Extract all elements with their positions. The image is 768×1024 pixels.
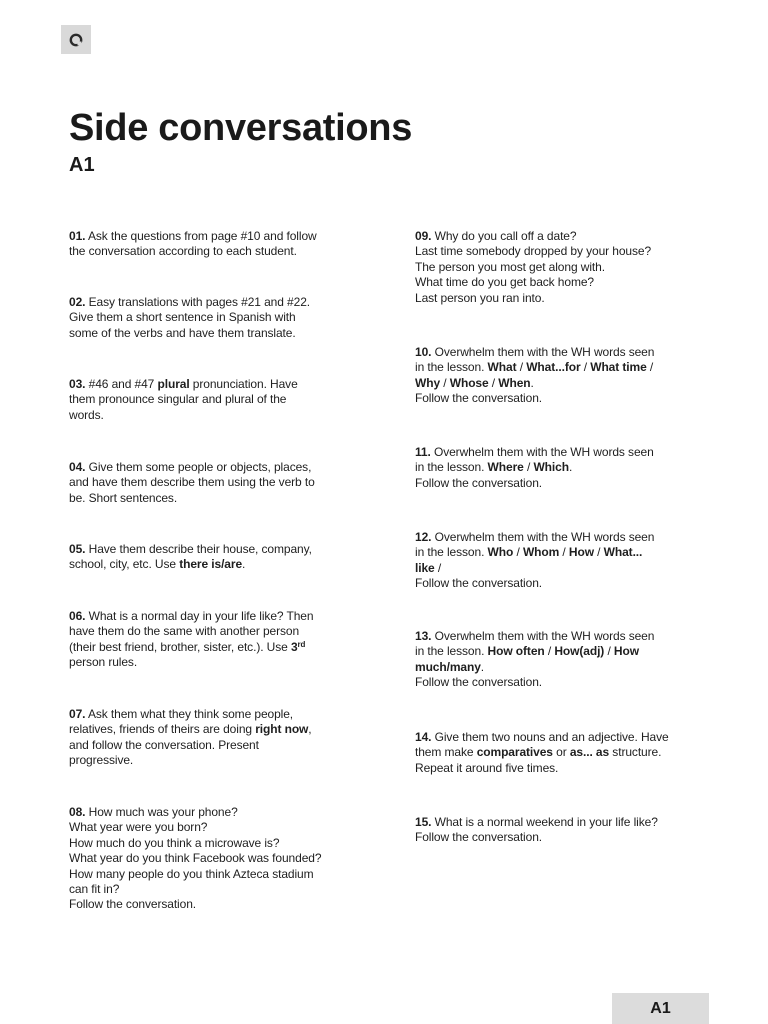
item-line — [69, 707, 369, 722]
item-text: Give them two nouns and an adjective. Have — [434, 730, 669, 744]
item-line — [69, 326, 369, 341]
item-text: / — [434, 560, 442, 575]
bold-keyword: What time — [590, 360, 647, 375]
item-text: words. — [69, 407, 104, 422]
item-line — [69, 655, 369, 670]
item-line — [69, 753, 369, 768]
item-text: What time do you get back home? — [415, 275, 594, 290]
item-text: Follow the conversation. — [415, 475, 542, 490]
item-text: and follow the conversation. Present — [69, 737, 259, 752]
item-line — [69, 460, 369, 475]
item-text: Give them a short sentence in Spanish with — [69, 310, 296, 325]
item-line — [415, 445, 715, 460]
item-number: 10. — [415, 345, 432, 359]
item-line — [69, 897, 369, 912]
item-text: , — [308, 722, 312, 737]
item-text: Follow the conversation. — [415, 675, 542, 690]
item-line — [69, 310, 369, 325]
item-line — [69, 836, 369, 851]
item-text: / — [544, 644, 555, 659]
item-text: in the lesson. — [415, 545, 488, 560]
item-line — [69, 609, 369, 624]
item-text: Why do you call off a date? — [434, 229, 577, 243]
item-text: . — [568, 460, 573, 475]
item-line — [415, 660, 715, 675]
item-line — [415, 675, 715, 690]
item-text: or — [552, 745, 570, 760]
item-text: How much do you think a microwave is? — [69, 835, 280, 850]
bold-keyword: How often — [487, 644, 545, 659]
bold-keyword: 3 — [290, 639, 298, 654]
item-text: . — [480, 659, 485, 674]
item-text: / — [559, 545, 569, 560]
item-text: Follow the conversation. — [415, 391, 542, 406]
item-line — [415, 545, 715, 560]
item-text: them make — [415, 745, 477, 760]
item-text: Last person you ran into. — [415, 290, 545, 305]
item-text: in the lesson. — [415, 460, 488, 475]
item-text: in the lesson. — [415, 360, 488, 375]
item-text: / — [593, 545, 604, 560]
item-text: Repeat it around five times. — [415, 760, 559, 775]
item-text: and have them describe them using the verb to — [69, 475, 315, 490]
item-text: be. Short sentences. — [69, 490, 178, 505]
item-text: Follow the conversation. — [415, 576, 542, 591]
item-12 — [415, 530, 715, 592]
item-text: / — [523, 460, 534, 475]
bold-keyword: Which — [533, 460, 569, 475]
item-text: Overwhelm them with the WH words seen — [434, 530, 655, 544]
item-text: / — [440, 375, 450, 390]
item-line — [69, 624, 369, 639]
item-line — [69, 851, 369, 866]
bold-keyword: When — [498, 375, 531, 390]
item-text: . — [242, 557, 246, 572]
item-number: 06. — [69, 609, 86, 623]
item-text: The person you most get along with. — [415, 259, 605, 274]
item-text: some of the verbs and have them translate. — [69, 325, 296, 340]
item-number: 13. — [415, 629, 432, 643]
item-text: / — [580, 360, 591, 375]
item-06 — [69, 609, 369, 671]
item-line — [69, 805, 369, 820]
item-line — [69, 408, 369, 423]
item-number: 02. — [69, 295, 86, 309]
item-line — [415, 561, 715, 576]
ring-logo-icon — [68, 32, 84, 48]
item-text: / — [604, 644, 614, 659]
item-text: school, city, etc. Use — [69, 557, 180, 572]
item-text: the conversation according to each student. — [69, 244, 297, 259]
item-text: #46 and #47 — [88, 377, 158, 391]
bold-keyword: What...for — [526, 360, 581, 375]
item-text: Follow the conversation. — [69, 897, 196, 912]
item-line — [69, 392, 369, 407]
item-text: Overwhelm them with the WH words seen — [434, 629, 655, 643]
item-line — [415, 360, 715, 375]
item-text: Follow the conversation. — [415, 830, 542, 845]
item-09 — [415, 229, 715, 306]
item-text: / — [513, 545, 523, 560]
bold-keyword: plural — [157, 377, 190, 391]
item-line — [415, 275, 715, 290]
item-text: can fit in? — [69, 882, 120, 897]
page-title: Side conversations — [69, 107, 413, 149]
item-number: 11. — [415, 445, 431, 459]
item-line — [415, 629, 715, 644]
item-text: have them do the same with another person — [69, 624, 300, 639]
item-text: progressive. — [69, 753, 134, 768]
bold-keyword: Who — [487, 545, 514, 560]
item-number: 12. — [415, 530, 432, 544]
item-text: How much was your phone? — [88, 805, 238, 819]
item-line — [415, 229, 715, 244]
item-line — [415, 830, 715, 845]
item-05 — [69, 542, 369, 573]
item-number: 01. — [69, 229, 86, 243]
item-text: structure. — [609, 745, 662, 760]
item-line — [69, 229, 369, 244]
item-text: Overwhelm them with the WH words seen — [434, 345, 655, 359]
level-subtitle: A1 — [69, 154, 95, 176]
footer-level-tab: A1 — [612, 993, 709, 1024]
item-line — [415, 260, 715, 275]
bold-keyword: like — [415, 560, 435, 575]
item-number: 15. — [415, 815, 432, 829]
item-10 — [415, 345, 715, 407]
bold-keyword: How — [568, 545, 594, 560]
bold-keyword: rd — [297, 639, 306, 649]
item-14 — [415, 730, 715, 776]
item-line — [69, 491, 369, 506]
bold-keyword: How — [613, 644, 639, 659]
item-04 — [69, 460, 369, 506]
item-text: / — [646, 360, 654, 375]
item-text: pronunciation. Have — [189, 377, 298, 391]
item-text: Overwhelm them with the WH words seen — [433, 445, 654, 459]
bold-keyword: much/many — [415, 659, 481, 674]
item-text: / — [488, 375, 499, 390]
item-line — [69, 738, 369, 753]
item-line — [415, 244, 715, 259]
item-text: What year do you think Facebook was founded? — [69, 851, 322, 866]
item-text: . — [530, 375, 534, 390]
bold-keyword: right now — [255, 722, 309, 737]
item-line — [415, 291, 715, 306]
item-text: Last time somebody dropped by your house? — [415, 244, 652, 259]
item-line — [415, 730, 715, 745]
bold-keyword: Why — [415, 375, 441, 390]
item-text: relatives, friends of theirs are doing — [69, 722, 256, 737]
item-text: / — [516, 360, 527, 375]
item-text: Ask the questions from page #10 and follow — [87, 229, 317, 243]
item-line — [415, 644, 715, 659]
item-line — [69, 557, 369, 572]
bold-keyword: How(adj) — [554, 644, 605, 659]
item-02 — [69, 295, 369, 341]
item-line — [415, 391, 715, 406]
item-text: in the lesson. — [415, 644, 488, 659]
item-number: 14. — [415, 730, 432, 744]
item-text: What is a normal day in your life like? Then — [88, 609, 314, 623]
item-line — [69, 640, 369, 655]
item-text: Have them describe their house, company, — [88, 542, 312, 556]
item-line — [69, 882, 369, 897]
item-line — [69, 377, 369, 392]
item-07 — [69, 707, 369, 769]
bold-keyword: What... — [603, 545, 643, 560]
item-line — [415, 376, 715, 391]
item-line — [69, 722, 369, 737]
item-text: them pronounce singular and plural of the — [69, 392, 287, 407]
item-line — [415, 476, 715, 491]
bold-keyword: What — [487, 360, 517, 375]
item-line — [415, 576, 715, 591]
item-text: (their best friend, brother, sister, etc.). Use — [69, 639, 291, 654]
item-number: 04. — [69, 460, 86, 474]
item-11 — [415, 445, 715, 491]
item-text: What year were you born? — [69, 820, 208, 835]
bold-keyword: Whom — [522, 545, 560, 560]
item-line — [69, 475, 369, 490]
item-line — [69, 542, 369, 557]
item-text: How many people do you think Azteca stadium — [69, 866, 314, 881]
item-text: person rules. — [69, 655, 138, 670]
item-15 — [415, 815, 715, 846]
item-number: 05. — [69, 542, 86, 556]
item-line — [415, 530, 715, 545]
item-text: Ask them what they think some people, — [87, 707, 294, 721]
item-08 — [69, 805, 369, 913]
item-line — [415, 345, 715, 360]
item-line — [69, 820, 369, 835]
item-13 — [415, 629, 715, 691]
item-line — [415, 815, 715, 830]
bold-keyword: Whose — [449, 375, 489, 390]
bold-keyword: Where — [487, 460, 524, 475]
item-line — [69, 867, 369, 882]
item-number: 07. — [69, 707, 86, 721]
item-number: 03. — [69, 377, 86, 391]
item-line — [415, 460, 715, 475]
item-text: Easy translations with pages #21 and #22. — [88, 295, 311, 309]
item-line — [69, 244, 369, 259]
item-03 — [69, 377, 369, 423]
item-line — [415, 745, 715, 760]
item-number: 08. — [69, 805, 86, 819]
bold-keyword: comparatives — [476, 745, 553, 760]
bold-keyword: there is/are — [179, 557, 243, 572]
item-line — [69, 295, 369, 310]
logo — [61, 25, 91, 54]
item-text: Give them some people or objects, places, — [88, 460, 312, 474]
bold-keyword: as... as — [569, 745, 610, 760]
item-text: What is a normal weekend in your life like? — [434, 815, 658, 829]
item-line — [415, 761, 715, 776]
item-number: 09. — [415, 229, 432, 243]
item-01 — [69, 229, 369, 260]
